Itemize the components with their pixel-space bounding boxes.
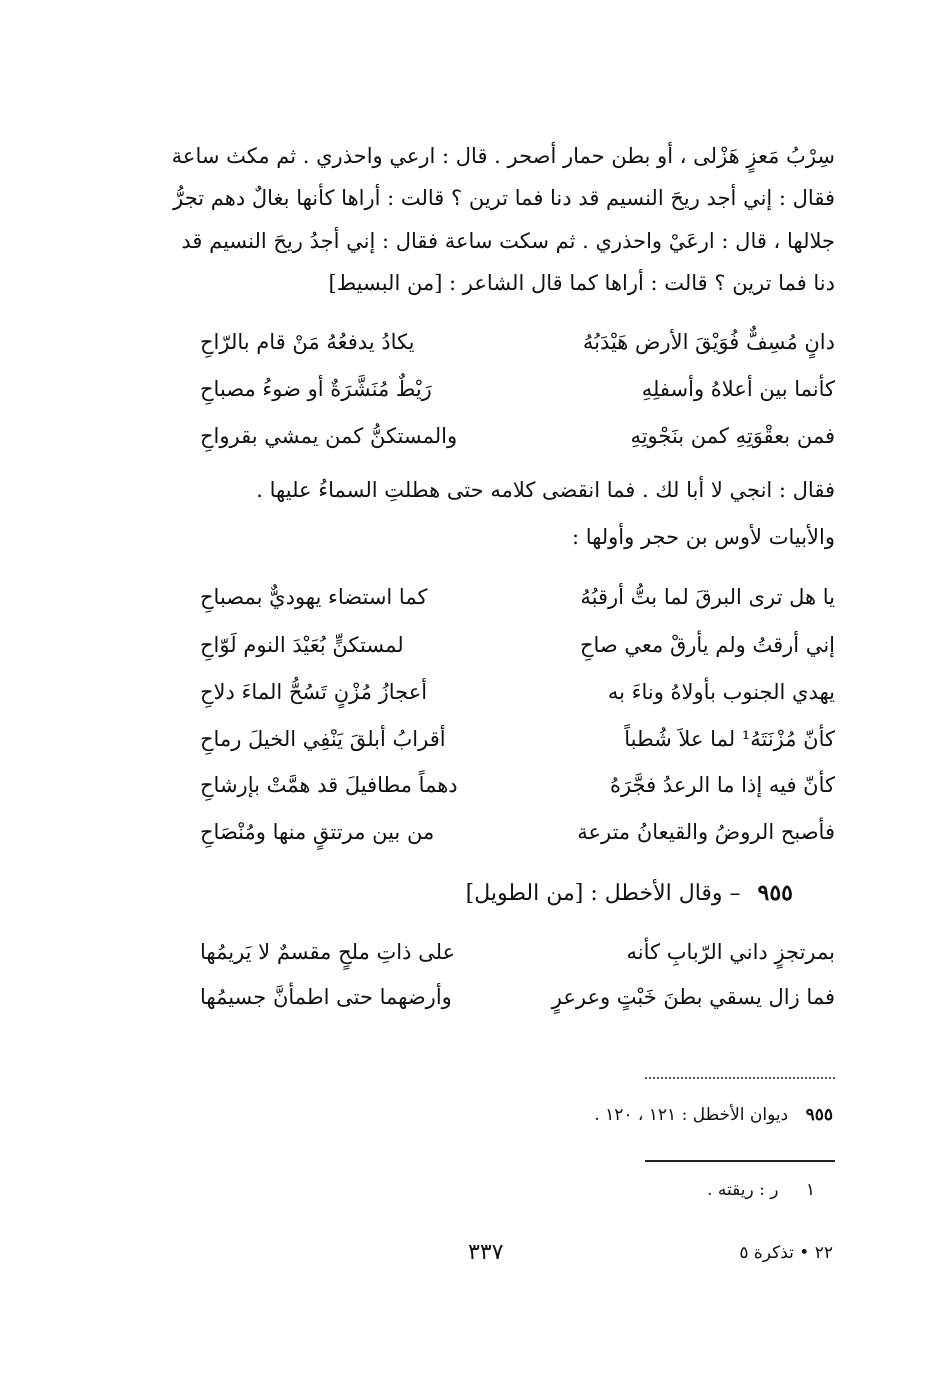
verse-second-hemistich: كما استضاء يهوديٌّ بمصباحِ [200, 585, 428, 609]
page-number: ٣٣٧ [468, 1240, 504, 1265]
verse-second-hemistich: على ذاتِ ملحٍ مقسمٌ لا يَريمُها [200, 940, 456, 964]
section-number: ٩٥٥ [757, 880, 793, 906]
section-title: – وقال الأخطل : [من الطويل] [465, 881, 741, 906]
verse-first-hemistich: كأنّ فيه إذا ما الرعدُ فجَّرَهُ [609, 773, 835, 797]
source-note [594, 1105, 833, 1125]
verse-first-hemistich: فأصبح الروضُ والقيعانُ مترعة [577, 820, 835, 844]
verse-second-hemistich: من بين مرتتقٍ منها ومُنْصَاحِ [200, 820, 435, 844]
verse-first-hemistich: كأنما بين أعلاهُ وأسفلِهِ [641, 377, 835, 401]
verse-first-hemistich: فمن بعقْوَتِهِ كمن بنَجْوتِهِ [630, 424, 835, 448]
verse-second-hemistich: دهماً مطافيلَ قد همَّتْ بإرشاحِ [200, 773, 458, 797]
verse-second-hemistich: رَيْطٌ مُنَشَّرَةٌ أو ضوءُ مصباحِ [200, 377, 432, 401]
verse-first-hemistich: يهدي الجنوب بأولاهُ وناءَ به [607, 680, 835, 704]
prose-line: دنا فما ترين ؟ قالت : أراها كما قال الشاعر : [من البسيط] [328, 271, 835, 295]
prose-line: سِرْبُ مَعزٍ هَزْلى ، أو بطن حمار أصحر . قال : ارعي واحذري . ثم مكث ساعة [171, 144, 835, 168]
verse-first-hemistich: إني أرقتُ ولم يأرقْ معي صاحِ [579, 633, 835, 657]
verse-second-hemistich: أقرابُ أبلقَ يَنْفِي الخيلَ رماحِ [200, 727, 446, 751]
footnote-number: ١ [805, 1180, 815, 1200]
verse-first-hemistich: يا هل ترى البرقَ لما بتُّ أرقبُهُ [580, 585, 835, 609]
verse-second-hemistich: يكادُ يدفعُهُ مَنْ قام بالرّاحِ [200, 330, 415, 354]
verse-second-hemistich: لمستكنٍّ بُعَيْدَ النوم لَوّاحِ [200, 633, 404, 657]
verse-first-hemistich: بمرتجزٍ داني الرّبابِ كأنه [626, 940, 835, 964]
source-note-number: ٩٥٥ [805, 1105, 833, 1125]
verse-second-hemistich: والمستكنُّ كمن يمشي بقرواحِ [200, 424, 458, 448]
prose-line: جلالها ، قال : ارعَيْ واحذري . ثم سكت ساعة فقال : إني أجدُ ريحَ النسيم قد [181, 229, 835, 253]
section-heading [466, 880, 793, 906]
footnote-text: ر : ريقته . [707, 1180, 779, 1200]
printer-signature: ٢٢ • تذكرة ٥ [739, 1243, 833, 1263]
verse-first-hemistich: كأنّ مُزْنَتَهُ¹ لما علاَ شُطباً [624, 727, 835, 751]
verse-first-hemistich: فما زال يسقي بطنَ خَبْتٍ وعرعرٍ [551, 985, 835, 1009]
prose-line: والأبيات لأوس بن حجر وأولها : [571, 525, 835, 549]
verse-second-hemistich: أعجازُ مُزْنٍ تَسُحُّ الماءَ دلاحِ [200, 680, 428, 704]
dotted-separator [645, 1077, 835, 1079]
prose-line: فقال : انجي لا أبا لك . فما انقضى كلامه حتى هطلتِ السماءُ عليها . [256, 478, 835, 502]
verse-first-hemistich: دانٍ مُسِفٌّ فُوَيْقَ الأرض هَيْدَبُهُ [582, 330, 835, 354]
footnote [707, 1180, 815, 1200]
verse-second-hemistich: وأرضهما حتى اطمأنَّ جسيمُها [200, 985, 452, 1009]
footnote-rule [645, 1160, 835, 1162]
prose-line: فقال : إني أجد ريحَ النسيم قد دنا فما ترين ؟ قالت : أراها كأنها بغالٌ دهم تجرُّ [173, 186, 835, 210]
source-note-text: ديوان الأخطل : ١٢١ ، ١٢٠ . [594, 1105, 789, 1125]
